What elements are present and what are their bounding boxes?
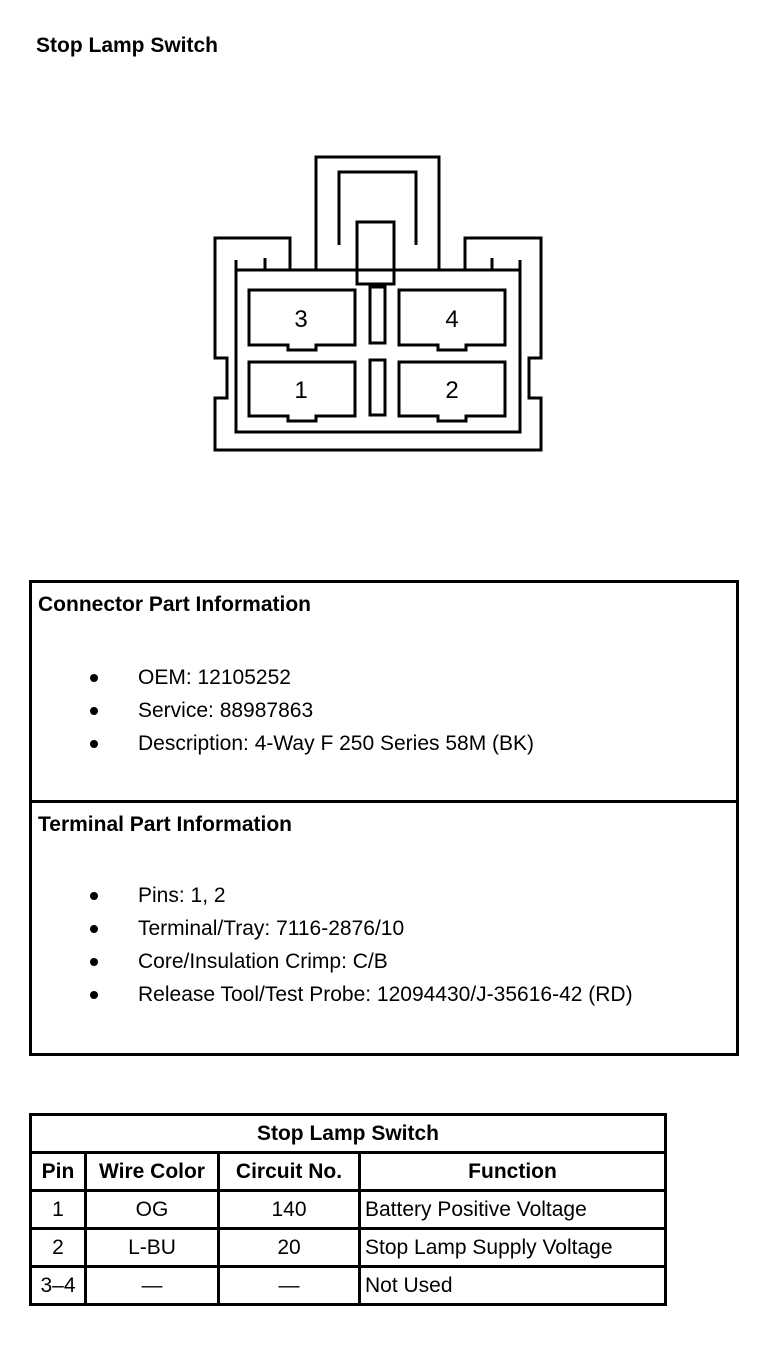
terminal-part-info-list xyxy=(32,879,633,1011)
bullet-icon xyxy=(90,674,98,682)
divider-slot-bottom xyxy=(370,360,385,415)
list-item: Release Tool/Test Probe: 12094430/J-35616-42 (RD) xyxy=(32,978,633,1011)
connector-part-info-list xyxy=(32,661,534,760)
bullet-icon xyxy=(90,892,98,900)
table-caption: Stop Lamp Switch xyxy=(31,1115,666,1153)
list-item: Terminal/Tray: 7116-2876/10 xyxy=(32,912,633,945)
divider-slot-top xyxy=(370,287,385,343)
table-row xyxy=(31,1229,666,1267)
bullet-icon xyxy=(90,707,98,715)
list-item: Pins: 1, 2 xyxy=(32,879,633,912)
cavity-label-3: 3 xyxy=(294,306,308,333)
bullet-icon xyxy=(90,740,98,748)
pinout-table xyxy=(29,1113,667,1306)
cell-pin: 2 xyxy=(31,1229,86,1267)
connector-part-info-box xyxy=(29,580,739,803)
column-header-wire-color: Wire Color xyxy=(86,1153,219,1191)
list-item: Description: 4-Way F 250 Series 58M (BK) xyxy=(32,727,534,760)
table-row xyxy=(31,1267,666,1305)
cell-function: Battery Positive Voltage xyxy=(360,1191,666,1229)
cell-function: Not Used xyxy=(360,1267,666,1305)
bullet-icon xyxy=(90,925,98,933)
column-header-function: Function xyxy=(360,1153,666,1191)
cell-circuit-no: 140 xyxy=(219,1191,360,1229)
connector-diagram xyxy=(0,0,768,470)
connector-lock-tab xyxy=(357,222,394,284)
cavity-label-1: 1 xyxy=(294,377,308,404)
terminal-part-info-box xyxy=(29,800,739,1056)
cell-function: Stop Lamp Supply Voltage xyxy=(360,1229,666,1267)
cell-wire-color: — xyxy=(86,1267,219,1305)
cavity-label-4: 4 xyxy=(445,306,459,333)
cell-circuit-no: 20 xyxy=(219,1229,360,1267)
bullet-icon xyxy=(90,991,98,999)
table-caption-row xyxy=(31,1115,666,1153)
list-item: OEM: 12105252 xyxy=(32,661,534,694)
cell-circuit-no: — xyxy=(219,1267,360,1305)
table-row xyxy=(31,1191,666,1229)
bullet-icon xyxy=(90,958,98,966)
cell-pin: 3–4 xyxy=(31,1267,86,1305)
connector-part-info-heading: Connector Part Information xyxy=(38,593,312,616)
list-item: Core/Insulation Crimp: C/B xyxy=(32,945,633,978)
terminal-part-info-heading: Terminal Part Information xyxy=(38,813,292,836)
column-header-pin: Pin xyxy=(31,1153,86,1191)
column-header-circuit-no: Circuit No. xyxy=(219,1153,360,1191)
cavity-label-2: 2 xyxy=(445,377,459,404)
table-header-row xyxy=(31,1153,666,1191)
page-title: Stop Lamp Switch xyxy=(36,34,219,57)
cell-wire-color: L-BU xyxy=(86,1229,219,1267)
cell-wire-color: OG xyxy=(86,1191,219,1229)
list-item: Service: 88987863 xyxy=(32,694,534,727)
cell-pin: 1 xyxy=(31,1191,86,1229)
